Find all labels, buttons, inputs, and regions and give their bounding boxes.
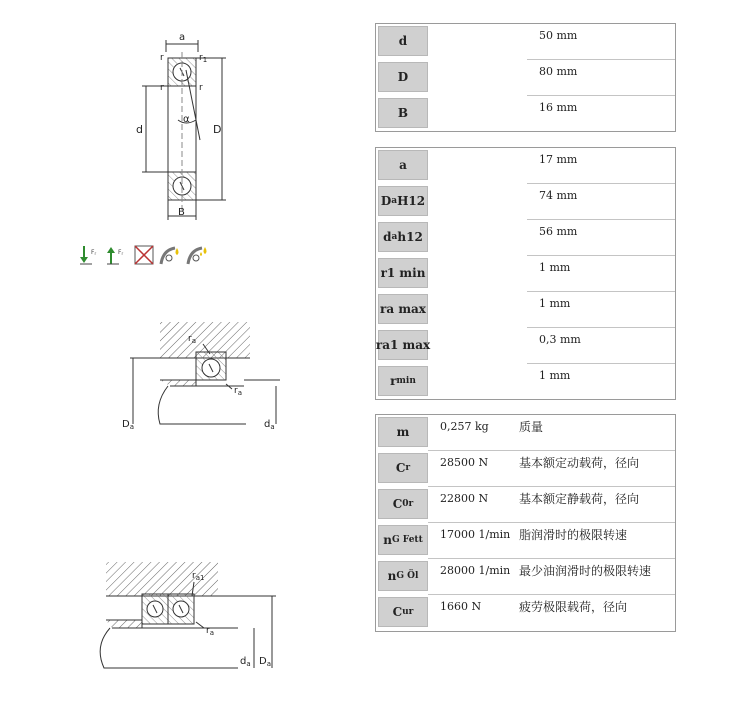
row-label: C ur	[378, 597, 428, 627]
row-value: 56 mm	[539, 225, 578, 238]
row-value: 22800 N	[440, 492, 489, 505]
dim-B-label: B	[178, 207, 185, 218]
row-description: 质量	[519, 420, 544, 434]
row-label: a	[378, 150, 428, 180]
Da-label: $D_a$	[122, 419, 134, 431]
row-value: 28500 N	[440, 456, 489, 469]
r-mid-left-label: r	[160, 83, 164, 93]
row-value: 1 mm	[539, 369, 571, 382]
dim-a-label: a	[179, 32, 186, 43]
table-row	[376, 60, 675, 96]
row-label: n G Öl	[378, 561, 428, 591]
table-row	[376, 328, 675, 364]
table-row	[376, 292, 675, 328]
row-value: 1 mm	[539, 297, 571, 310]
svg-text:Fr: Fr	[91, 249, 97, 256]
dim-D-label: D	[213, 123, 222, 136]
table-row	[376, 487, 675, 523]
table-row	[376, 96, 675, 132]
dim-d-label: d	[136, 123, 143, 136]
axial-load-up-icon	[105, 244, 129, 266]
mounting-dimensions-table	[375, 147, 676, 400]
row-value: 1660 N	[440, 600, 482, 613]
ra1-label: $r_{a1}$	[192, 571, 205, 582]
da-label: $d_a$	[264, 419, 275, 431]
row-value: 1 mm	[539, 261, 571, 274]
r1-label: $r_1$	[199, 53, 208, 64]
row-value: 28000 1/min	[440, 564, 511, 577]
svg-text:Fr: Fr	[118, 249, 124, 256]
row-label: d a h12	[378, 222, 428, 252]
row-value: 16 mm	[539, 101, 578, 114]
row-label: n G Fett	[378, 525, 428, 555]
table-row	[376, 364, 675, 400]
row-value: 17 mm	[539, 153, 578, 166]
row-value: 50 mm	[539, 29, 578, 42]
row-description: 疲劳极限载荷，径向	[519, 600, 628, 614]
table-row	[376, 415, 675, 451]
row-description: 最少油润滑时的极限转速	[519, 564, 652, 578]
alpha-label: α	[183, 114, 190, 125]
table-row	[376, 451, 675, 487]
row-description: 脂润滑时的极限转速	[519, 528, 628, 542]
table-row	[376, 523, 675, 559]
row-label: r a1 max	[378, 330, 428, 360]
r-label: r	[160, 53, 164, 63]
row-value: 74 mm	[539, 189, 578, 202]
property-icons	[78, 244, 210, 266]
ra-top-label: $r_a$	[188, 334, 196, 345]
oil-lubrication-icon	[159, 244, 183, 266]
Da-label-2: $D_a$	[259, 656, 271, 668]
row-value: 17000 1/min	[440, 528, 511, 541]
ra-bottom-label: $r_a$	[234, 386, 242, 397]
row-label: r min	[378, 366, 428, 396]
technical-drawings	[0, 0, 370, 705]
table-row	[376, 595, 675, 631]
table-row	[376, 184, 675, 220]
load-rating-table	[375, 414, 676, 632]
table-row	[376, 559, 675, 595]
row-label: m	[378, 417, 428, 447]
not-sealed-icon	[132, 244, 156, 266]
table-row	[376, 148, 675, 184]
grease-lubrication-icon	[186, 244, 210, 266]
row-label: d	[378, 26, 428, 56]
mounting-drawing-2	[100, 562, 276, 668]
row-value: 0,3 mm	[539, 333, 581, 346]
row-description: 基本额定动载荷，径向	[519, 456, 640, 470]
table-row	[376, 24, 675, 60]
row-value: 0,257 kg	[440, 420, 489, 433]
row-label: C r	[378, 453, 428, 483]
row-description: 基本额定静载荷，径向	[519, 492, 640, 506]
row-label: D	[378, 62, 428, 92]
r-mid-right-label: r	[199, 83, 203, 93]
mounting-drawing-1	[122, 322, 280, 431]
row-label: B	[378, 98, 428, 128]
row-value: 80 mm	[539, 65, 578, 78]
da-label-2: $d_a$	[240, 656, 251, 668]
axial-load-down-icon	[78, 244, 102, 266]
dimensions-table	[375, 23, 676, 132]
table-row	[376, 256, 675, 292]
bearing-cross-section	[136, 32, 226, 220]
ra-label: $r_a$	[206, 626, 214, 637]
row-label: r a max	[378, 294, 428, 324]
row-label: D a H12	[378, 186, 428, 216]
row-label: C 0r	[378, 489, 428, 519]
table-row	[376, 220, 675, 256]
row-label: r 1 min	[378, 258, 428, 288]
